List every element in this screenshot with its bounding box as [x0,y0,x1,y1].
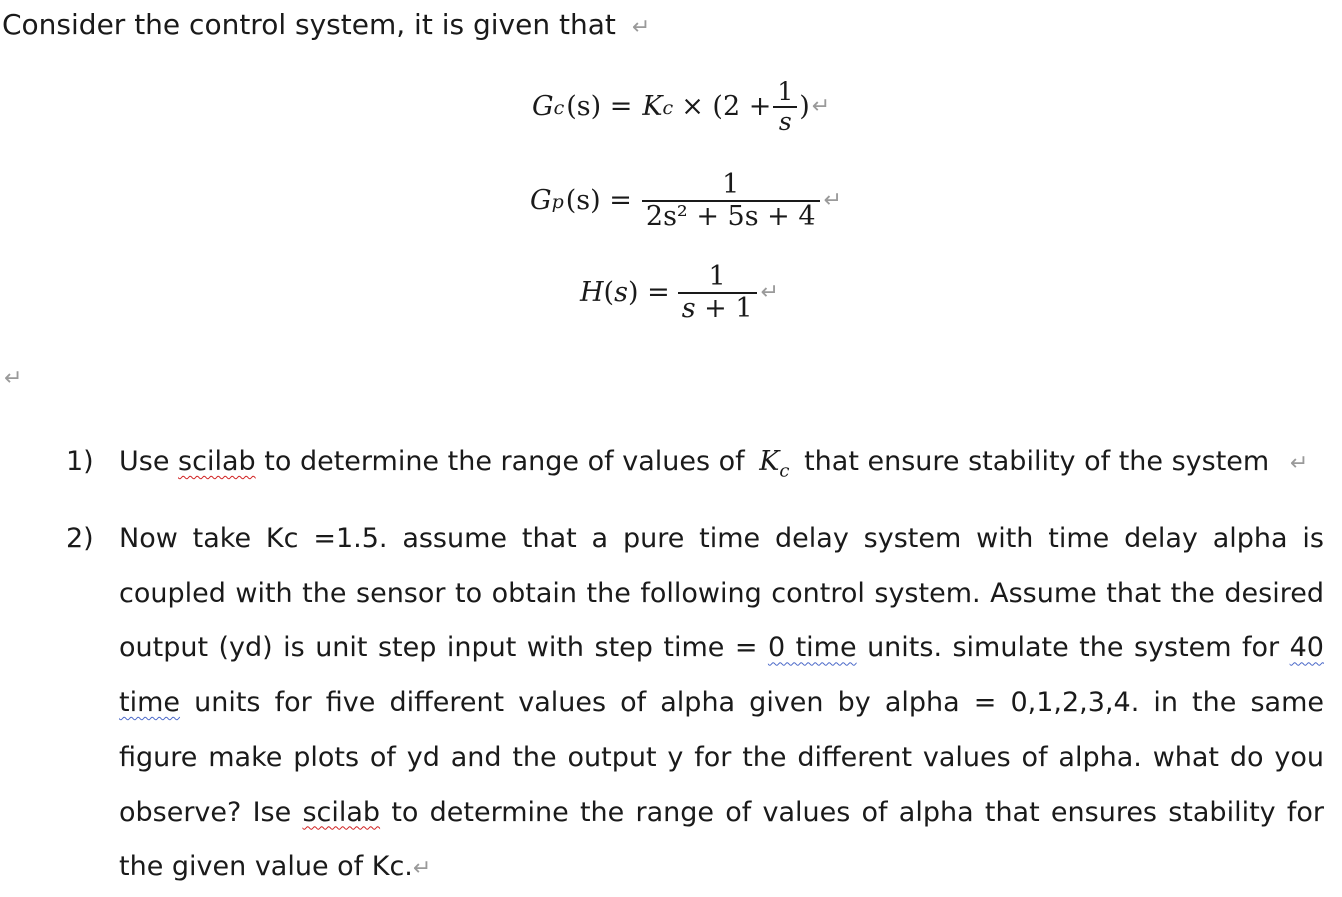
equation-gc [532,78,830,135]
grammar-check-phrase[interactable]: 40 time [119,632,1324,719]
paragraph-mark-icon: ↵ [4,366,23,391]
item2-text-part: to determine the range of values of alpha that ensures stability for the given value of Kc. [119,796,1324,883]
h-denominator: s + 1 [681,292,753,324]
gc-close-paren: ) [799,91,810,122]
item1-post: that ensure stability of the system [804,446,1270,477]
gc-denominator: s [778,106,792,136]
gc-subscript: c [553,96,565,119]
intro-text: Consider the control system, it is given that [2,8,616,41]
grammar-check-phrase[interactable]: 0 time [767,632,857,664]
list-item-text [119,512,1324,897]
h-numerator: 1 [708,261,726,292]
item2-text-part: units for five different values of alpha given by alpha = 0,1,2,3,4. in the same figure make plots of yd and the output y for the different values of alpha. what do you observe? Ise [119,687,1324,828]
list-number: 2) [66,523,94,554]
item1-pre: Use [119,446,170,477]
equation-h [580,262,779,323]
paragraph-mark-icon: ↵ [811,94,831,119]
h-fraction [678,262,757,323]
paragraph-mark-icon: ↵ [760,280,779,306]
gp-fraction [642,170,820,231]
item2-text-part: Now take Kc =1.5. assume that a pure time delay system with time delay alpha is coupled with the sensor to obtain the following control system. Assume that the desired output (yd) is unit step input with step time = [119,523,1324,664]
gp-argument: (s) = [565,185,632,217]
gc-gain-subscript: c [662,96,674,119]
spellcheck-word[interactable]: scilab [302,796,381,828]
gc-middle-term: × (2 + [681,91,772,122]
item2-text-part: units. simulate the system for [867,632,1280,664]
paragraph-mark-icon: ↵ [1289,451,1309,476]
gp-subscript: p [551,190,564,213]
paragraph-mark-icon: ↵ [823,188,842,214]
gc-numerator: 1 [777,77,794,106]
item1-mid: to determine the range of values of [264,446,745,477]
gp-symbol: G [530,185,552,217]
gc-gain-symbol: K [642,91,663,122]
h-lhs: H(s) = [580,277,670,309]
gp-numerator: 1 [722,169,740,200]
gc-argument: (s) = [566,91,633,122]
gp-denominator: 2s² + 5s + 4 [645,200,816,232]
gc-symbol: G [532,91,554,122]
equation-gp [530,170,842,231]
paragraph-mark-icon: ↵ [412,856,432,882]
list-item-text [119,435,1324,499]
spellcheck-word[interactable]: scilab [178,446,256,477]
list-number: 1) [66,446,94,477]
gc-fraction [773,78,797,135]
intro-sentence [2,8,650,41]
kc-symbol: $K_c$ [759,446,790,482]
paragraph-mark-icon: ↵ [631,15,651,40]
